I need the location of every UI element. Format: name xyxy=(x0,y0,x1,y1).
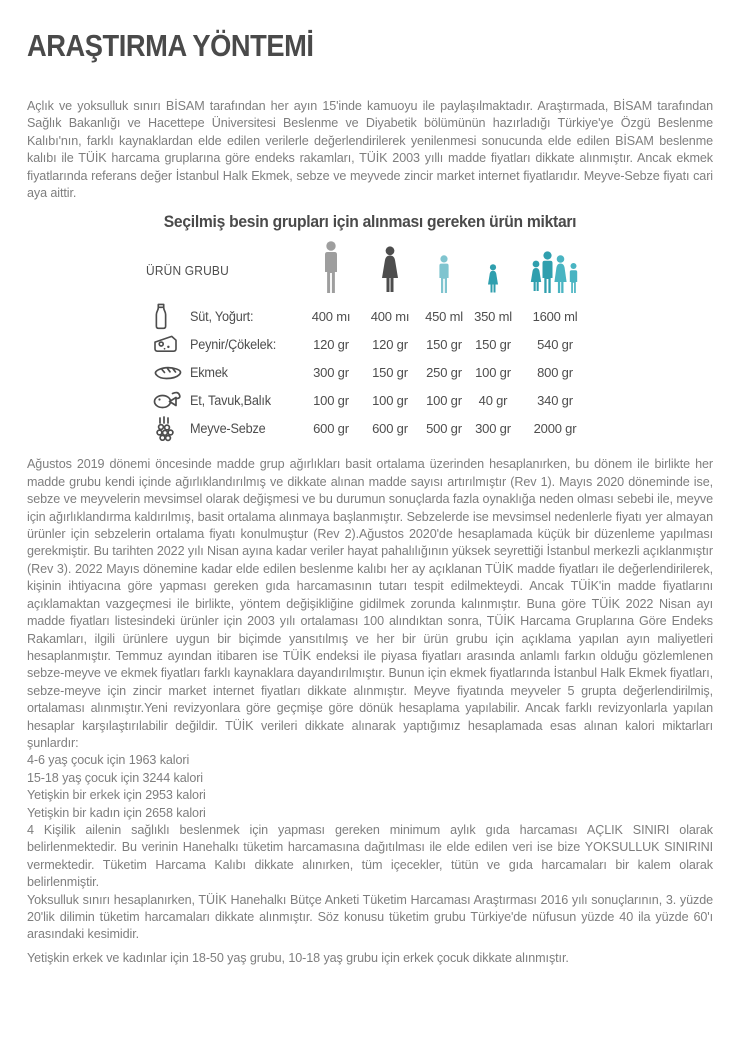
bread-icon xyxy=(146,363,190,381)
value-child: 350 ml xyxy=(474,308,512,324)
young-child-icon xyxy=(485,264,501,298)
table-row-meat xyxy=(146,386,594,414)
value-man: 300 gr xyxy=(313,364,349,380)
fruit-vegetable-icon xyxy=(146,415,190,442)
intro-paragraph: Açlık ve yoksulluk sınırı BİSAM tarafından her ayın 15'inde kamuoyu ile paylaşılmaktadır. Araştırmada, BİSAM tarafından Sağlık Bakanlığı ve Hacettepe Üniversitesi Beslenme ve Diyabetik bölümünün hazırladığı Türkiye'ye Özgü Beslenme Kalıbı'nın, farklı kaynaklardan elde edilen verilerle değerlendirilerek yenilenmesi sonucunda elde edilen BİSAM beslenme kalıbı ile TÜİK harcama gruplarına göre endeks rakamları, TÜİK 2003 yıllı madde fiyatları dikkate alınmıştır. Ancak ekmek fiyatlarında referans değer İstanbul Halk Ekmek, sebze ve meyvede zincir market internet fiyatlarıdır. Meyve-Sebze fiyatı cari aya aittir. xyxy=(27,99,713,201)
value-family: 1600 ml xyxy=(532,308,578,324)
poverty-threshold-paragraph: Yoksulluk sınırı hesaplanırken, TÜİK Hanehalkı Bütçe Anketi Tüketim Harcaması Araştırması 2016 yılı sonuçlarının, 3. yüzde 20'lik dilimin tüketim harcamaları dikkate alınmıştır. Söz konusu tüketim grubu Türkiye'de nüfusun yüzde 40 ila yüzde 60'ı arasındaki kesimidir. xyxy=(27,892,713,942)
column-boy xyxy=(418,242,470,298)
value-child: 100 gr xyxy=(475,364,511,380)
column-adult-man xyxy=(300,242,362,298)
value-woman: 150 gr xyxy=(372,364,408,380)
calorie-list xyxy=(27,752,713,822)
value-family: 540 gr xyxy=(537,336,573,352)
product-group-header: ÜRÜN GRUBU xyxy=(146,262,229,278)
value-family: 800 gr xyxy=(537,364,573,380)
column-family xyxy=(516,242,594,298)
boy-icon xyxy=(436,255,452,298)
row-label: Et, Tavuk,Balık xyxy=(190,392,271,408)
value-man: 120 gr xyxy=(313,336,349,352)
cheese-icon xyxy=(146,334,190,355)
nutrition-table-title: Seçilmiş besin grupları için alınması gereken ürün miktarı xyxy=(163,212,577,232)
calorie-line-child-15-18: 15-18 yaş çocuk için 3244 kalori xyxy=(27,770,204,785)
page-title: ARAŞTIRMA YÖNTEMİ xyxy=(27,28,314,63)
column-adult-woman xyxy=(362,242,418,298)
nutrition-table-header xyxy=(146,242,594,298)
value-child: 40 gr xyxy=(478,392,508,408)
family-icon xyxy=(528,251,582,298)
value-child: 300 gr xyxy=(475,420,511,436)
adult-woman-icon xyxy=(378,246,402,298)
value-family: 2000 gr xyxy=(533,420,577,436)
value-man: 400 mı xyxy=(311,308,351,324)
value-man: 100 gr xyxy=(313,392,349,408)
hunger-threshold-paragraph: 4 Kişilik ailenin sağlıklı beslenmek için yapması gereken minimum aylık gıda harcaması AÇLIK SINIRI olarak belirlenmektedir. Bu verinin Hanehalkı tüketim harcamasına dağıtılması ile elde edilen veri ise bize YOKSULLUK SINIRINI vermektedir. Tüketim Harcama Kalıbı dikkate alınırken, tüm içecekler, tütün ve gıda harcamaları bir kalem olarak belirlenmiştir. xyxy=(27,822,713,890)
row-label: Ekmek xyxy=(190,364,228,380)
value-boy: 150 gr xyxy=(426,336,462,352)
value-boy: 500 gr xyxy=(426,420,462,436)
milk-bottle-icon xyxy=(146,303,190,330)
value-child: 150 gr xyxy=(475,336,511,352)
column-young-child xyxy=(470,242,516,298)
calorie-line-adult-male: Yetişkin bir erkek için 2953 kalori xyxy=(27,788,206,803)
adult-man-icon xyxy=(321,241,341,298)
row-label: Meyve-Sebze xyxy=(190,420,266,436)
value-woman: 400 mı xyxy=(370,308,410,324)
meat-chicken-fish-icon xyxy=(146,389,190,411)
calorie-line-adult-female: Yetişkin bir kadın için 2658 kalori xyxy=(27,805,206,820)
table-row-bread xyxy=(146,358,594,386)
value-woman: 120 gr xyxy=(372,336,408,352)
age-group-note: Yetişkin erkek ve kadınlar için 18-50 yaş grubu, 10-18 yaş grubu için erkek çocuk dikkate alınmıştır. xyxy=(27,950,569,965)
table-row-milk xyxy=(146,302,594,330)
method-paragraph: Ağustos 2019 dönemi öncesinde madde grup ağırlıkları basit ortalama üzerinden hesaplanırken, bu dönem ile birlikte her madde grubu kendi içinde ağırlıklandırılmış ve dikkate alınan madde sayısı artırılmıştır (Rev 1). Mayıs 2020 döneminde ise, sebze ve meyvelerin mevsimsel olarak değişmesi ve bu durumun sonuçlarda fazla oynaklığa neden olması sebebi ile, meyve için ağırlıklandırma kaldırılmış, basit ortalama alınmaya başlanmıştır. Sebzelerde ise mevsimsel nedenlerle fiyatı yer almayan ürünler için sebzelerin ortalama fiyatı konulmuştur (Rev 2).Ağustos 2020'de hesaplamada küçük bir düzenleme yapılması gerekmiştir. Bu tarihten 2022 yılı Nisan ayına kadar veriler hayat pahalılığının yüksek seyrettiği İstanbul merkezli açıklanmıştır (Rev 3). 2022 Mayıs dönemine kadar elde edilen beslenme kalıbı her ay açıklanan TÜİK madde fiyatları ile değerlendirilerek, kişinin ihtiyacına göre yapması gereken gıda harcamasının tutarı tespit edilmekteydi. Ancak TÜİK'in madde fiyatlarını açıklamaktan vazgeçmesi ile birlikte, yöntem değişikliğine gidilmek zorunda kalınmıştır. Buna göre TÜİK 2022 Nisan ayı madde fiyatları listesindeki ürünler için 2003 yılı ortalaması 100 alındıktan sonra, TÜİK Harcama Gruplarına Göre Endeks Rakamları, ilgili ürünlere uygun bir biçimde yansıtılmış ve her bir ürün grubu için açıklama yapılan ayın maliyetleri hesaplanmıştır. Temmuz ayından itibaren ise TÜİK endeksi ile piyasa fiyatları arasında anlamlı farkın olduğu gözlemlenen sebze-meyve ve ekmek fiyatları farklı kaynaklara dayandırılmıştır. Bunun için ekmek fiyatlarında İstanbul Halk Ekmek fiyatları, sebze-meyve için zincir market internet fiyatları dikkate alınmıştır. Meyve fiyatında meyveler 5 grupta değerlendirilmiş, ortalaması alınmıştır.Yeni revizyonlara göre geçmişe göre dönük hesaplama yapılabilir. Ancak farklı revizyonlarla yapılan hesaplar karşılaştırılabilir değildir. TÜİK verileri dikkate alınarak yaptığımız hesaplamada esas alınan kalori miktarları şunlardır: xyxy=(27,457,713,750)
value-boy: 450 ml xyxy=(425,308,463,324)
calorie-line-child-4-6: 4-6 yaş çocuk için 1963 kalori xyxy=(27,753,190,768)
row-label: Peynir/Çökelek: xyxy=(190,336,277,352)
value-woman: 600 gr xyxy=(372,420,408,436)
value-woman: 100 gr xyxy=(372,392,408,408)
table-row-cheese xyxy=(146,330,594,358)
value-boy: 250 gr xyxy=(426,364,462,380)
value-man: 600 gr xyxy=(313,420,349,436)
table-row-fruit-veg xyxy=(146,414,594,442)
value-family: 340 gr xyxy=(537,392,573,408)
row-label: Süt, Yoğurt: xyxy=(190,308,254,324)
value-boy: 100 gr xyxy=(426,392,462,408)
nutrition-table xyxy=(146,242,594,442)
